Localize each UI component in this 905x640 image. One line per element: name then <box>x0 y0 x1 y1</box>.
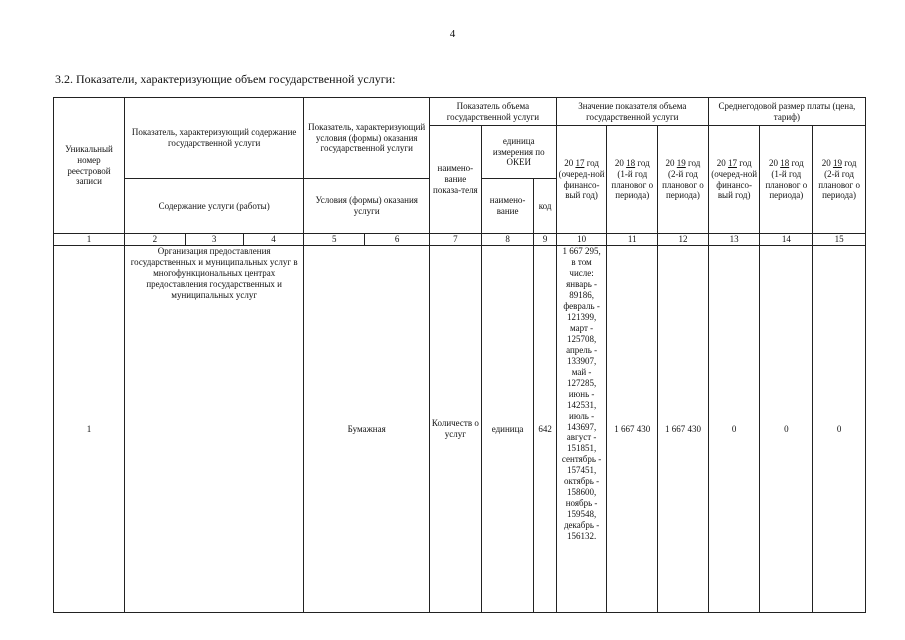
value-2017-line: декабрь - <box>563 520 600 531</box>
value-2017-line: июль - <box>569 410 595 421</box>
value-2017-line: апрель - <box>566 344 598 355</box>
header-avg-fee: Среднегодовой размер платы (цена, тариф) <box>708 98 865 126</box>
row-value-2018: 1 667 430 <box>607 246 658 613</box>
column-number: 10 <box>556 234 607 246</box>
header-fee-2019: 20 19 год (2-й год плановог о периода) <box>813 126 866 234</box>
value-2017-line: 133907, <box>566 355 597 366</box>
row-value-2019: 1 667 430 <box>658 246 709 613</box>
value-2017-line: 158600, <box>566 487 597 498</box>
column-number: 12 <box>658 234 709 246</box>
header-year-2017: 20 17 год (очеред-ной финансо-вый год) <box>556 126 607 234</box>
column-number: 6 <box>365 234 430 246</box>
value-2017-line: 157451, <box>566 465 597 476</box>
column-number: 5 <box>304 234 365 246</box>
column-number: 15 <box>813 234 866 246</box>
column-number: 7 <box>430 234 482 246</box>
column-number: 3 <box>185 234 243 246</box>
row-indicator-name: Количеств о услуг <box>430 246 482 613</box>
header-value-indicator: Значение показателя объема государственной услуги <box>556 98 708 126</box>
value-2017-line: июнь - <box>568 388 595 399</box>
value-2017-line: март - <box>569 322 594 333</box>
column-numbers-row <box>54 234 866 246</box>
header-unit-name: наимено-вание <box>481 179 534 234</box>
header-conditions-indicator: Показатель, характеризующий условия (формы) оказания государственной услуги <box>304 98 430 179</box>
value-2017-line: 156132. <box>566 531 597 542</box>
value-2017-line: в том <box>571 256 592 267</box>
row-condition: Бумажная <box>304 246 430 613</box>
column-number: 8 <box>481 234 534 246</box>
value-2017-line: май - <box>571 366 592 377</box>
header-conditions-sub: Условия (формы) оказания услуги <box>304 179 430 234</box>
value-2017-line: февраль - <box>563 300 600 311</box>
value-2017-line: ноябрь - <box>565 498 598 509</box>
table-row <box>54 246 866 613</box>
value-2017-line: 159548, <box>566 509 597 520</box>
header-unit-measure: единица измерения по ОКЕИ <box>481 126 556 179</box>
header-content-sub: Содержание услуги (работы) <box>124 179 303 234</box>
row-fee-2017: 0 <box>708 246 760 613</box>
column-number: 11 <box>607 234 658 246</box>
header-registry-number: Уникальный номер реестровой записи <box>54 98 125 234</box>
header-year-2019: 20 19 год (2-й год плановог о периода) <box>658 126 709 234</box>
row-unit-code: 642 <box>534 246 556 613</box>
header-fee-2018: 20 18 год (1-й год плановог о периода) <box>760 126 813 234</box>
column-number: 1 <box>54 234 125 246</box>
header-fee-2017: 20 17 год (очеред-ной финансо-вый год) <box>708 126 760 234</box>
header-content-indicator: Показатель, характеризующий содержание государственной услуги <box>124 98 303 179</box>
value-2017-line: 125708, <box>566 333 597 344</box>
value-2017-line: сентябрь - <box>561 454 602 465</box>
column-number: 9 <box>534 234 556 246</box>
value-2017-line: 1 667 295, <box>562 246 601 256</box>
value-2017-line: 142531, <box>566 399 597 410</box>
row-registry: 1 <box>54 246 125 613</box>
column-number: 14 <box>760 234 813 246</box>
row-content: Организация предоставления государственных и муниципальных услуг в многофункциональных центрах предоставления государственных и муниципальных услуг <box>124 246 303 613</box>
value-2017-line: август - <box>566 432 597 443</box>
row-value-2017 <box>556 246 607 613</box>
header-unit-code: код <box>534 179 556 234</box>
row-fee-2018: 0 <box>760 246 813 613</box>
column-number: 2 <box>124 234 185 246</box>
header-volume-indicator: Показатель объема государственной услуги <box>430 98 557 126</box>
column-number: 4 <box>243 234 304 246</box>
value-2017-line: 121399, <box>566 311 597 322</box>
column-number: 13 <box>708 234 760 246</box>
page-number: 4 <box>449 28 456 40</box>
volume-indicators-table <box>53 97 866 613</box>
value-2017-line: январь - <box>566 278 598 289</box>
section-title: 3.2. Показатели, характеризующие объем государственной услуги: <box>55 72 396 86</box>
value-2017-line: 89186, <box>569 289 594 300</box>
value-2017-line: 151851, <box>566 443 597 454</box>
value-2017-line: 143697, <box>566 421 597 432</box>
row-fee-2019: 0 <box>813 246 866 613</box>
value-2017-line: числе: <box>569 267 594 278</box>
value-2017-line: октябрь - <box>564 476 600 487</box>
header-volume-name: наимено-вание показа-теля <box>430 126 482 234</box>
value-2017-line: 127285, <box>566 377 597 388</box>
row-unit-name: единица <box>481 246 534 613</box>
header-year-2018: 20 18 год (1-й год плановог о периода) <box>607 126 658 234</box>
